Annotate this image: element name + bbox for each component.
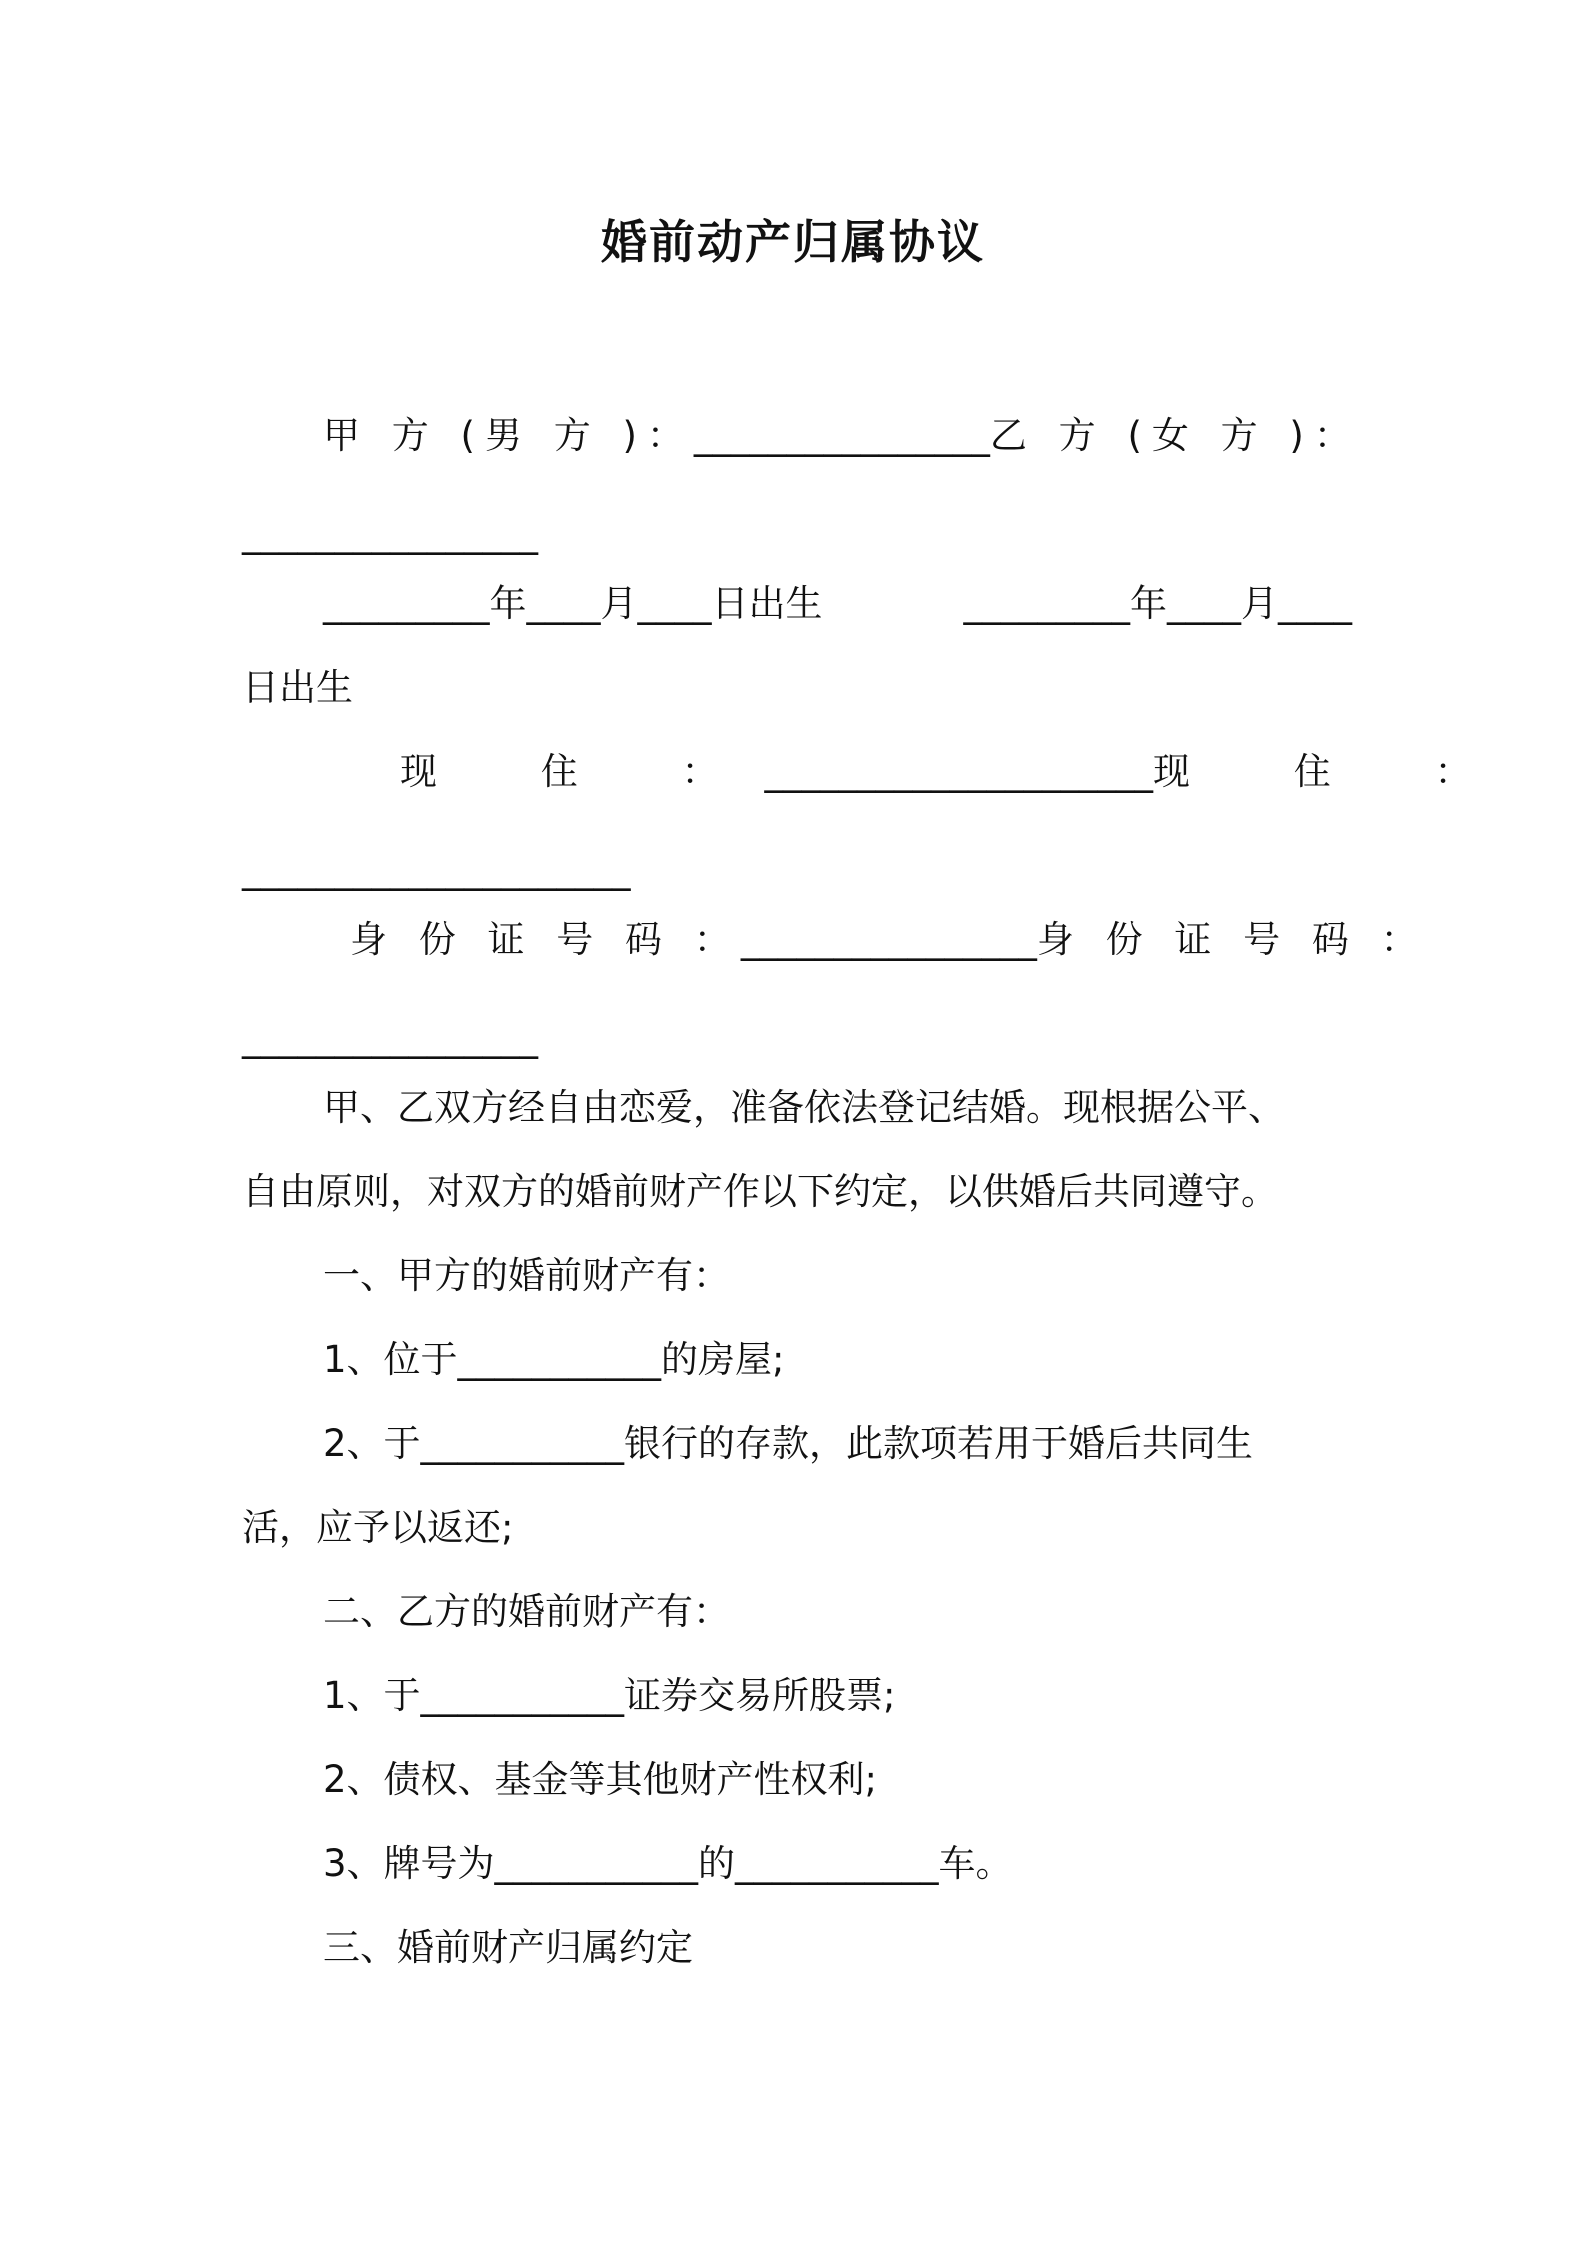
birth-a: _________年____月____日出生 — [323, 582, 823, 625]
birth-b-end: 日出生 — [242, 666, 353, 709]
section-1-item-2-line-1: 2、于___________银行的存款，此款项若用于婚后共同生 — [323, 1422, 1254, 1465]
section-2-item-3: 3、牌号为___________的___________车。 — [323, 1842, 1013, 1885]
residence-b-blank: _____________________ — [242, 848, 631, 891]
birth-b-start: _________年____月____ — [963, 582, 1352, 625]
residence-line — [400, 748, 1518, 796]
residence-a-label: 现 住 ： — [400, 750, 765, 793]
intro-line-1: 甲、乙双方经自由恋爱，准备依法登记结婚。现根据公平、 — [323, 1086, 1285, 1129]
section-1-item-2-line-2: 活，应予以返还; — [242, 1506, 514, 1549]
document-title: 婚前动产归属协议 — [601, 215, 985, 269]
party-a-label: 甲 方 (男 方 )： — [323, 414, 694, 457]
party-b-label: 乙 方 (女 方 )： — [989, 414, 1361, 457]
party-line — [323, 412, 1361, 460]
id-a-blank: ________________ — [740, 918, 1037, 961]
section-1-item-1: 1、位于___________的房屋; — [323, 1338, 785, 1381]
section-3-heading: 三、婚前财产归属约定 — [323, 1926, 693, 1969]
party-b-blank: ________________ — [242, 512, 538, 555]
section-2-item-2: 2、债权、基金等其他财产性权利; — [323, 1758, 878, 1801]
id-b-label: 身 份 证 号 码 ： — [1036, 918, 1428, 961]
party-a-blank: ________________ — [693, 414, 990, 457]
section-1-heading: 一、甲方的婚前财产有： — [323, 1254, 730, 1297]
id-a-label: 身 份 证 号 码 ： — [350, 918, 741, 961]
section-2-item-1: 1、于___________证券交易所股票; — [323, 1674, 896, 1717]
intro-line-2: 自由原则，对双方的婚前财产作以下约定，以供婚后共同遵守。 — [242, 1170, 1278, 1213]
id-line — [350, 916, 1428, 964]
birth-line — [323, 580, 1352, 628]
residence-a-blank: _____________________ — [764, 750, 1154, 793]
residence-b-label: 现 住 ： — [1153, 750, 1518, 793]
section-2-heading: 二、乙方的婚前财产有： — [323, 1590, 730, 1633]
id-b-blank: ________________ — [242, 1016, 538, 1059]
